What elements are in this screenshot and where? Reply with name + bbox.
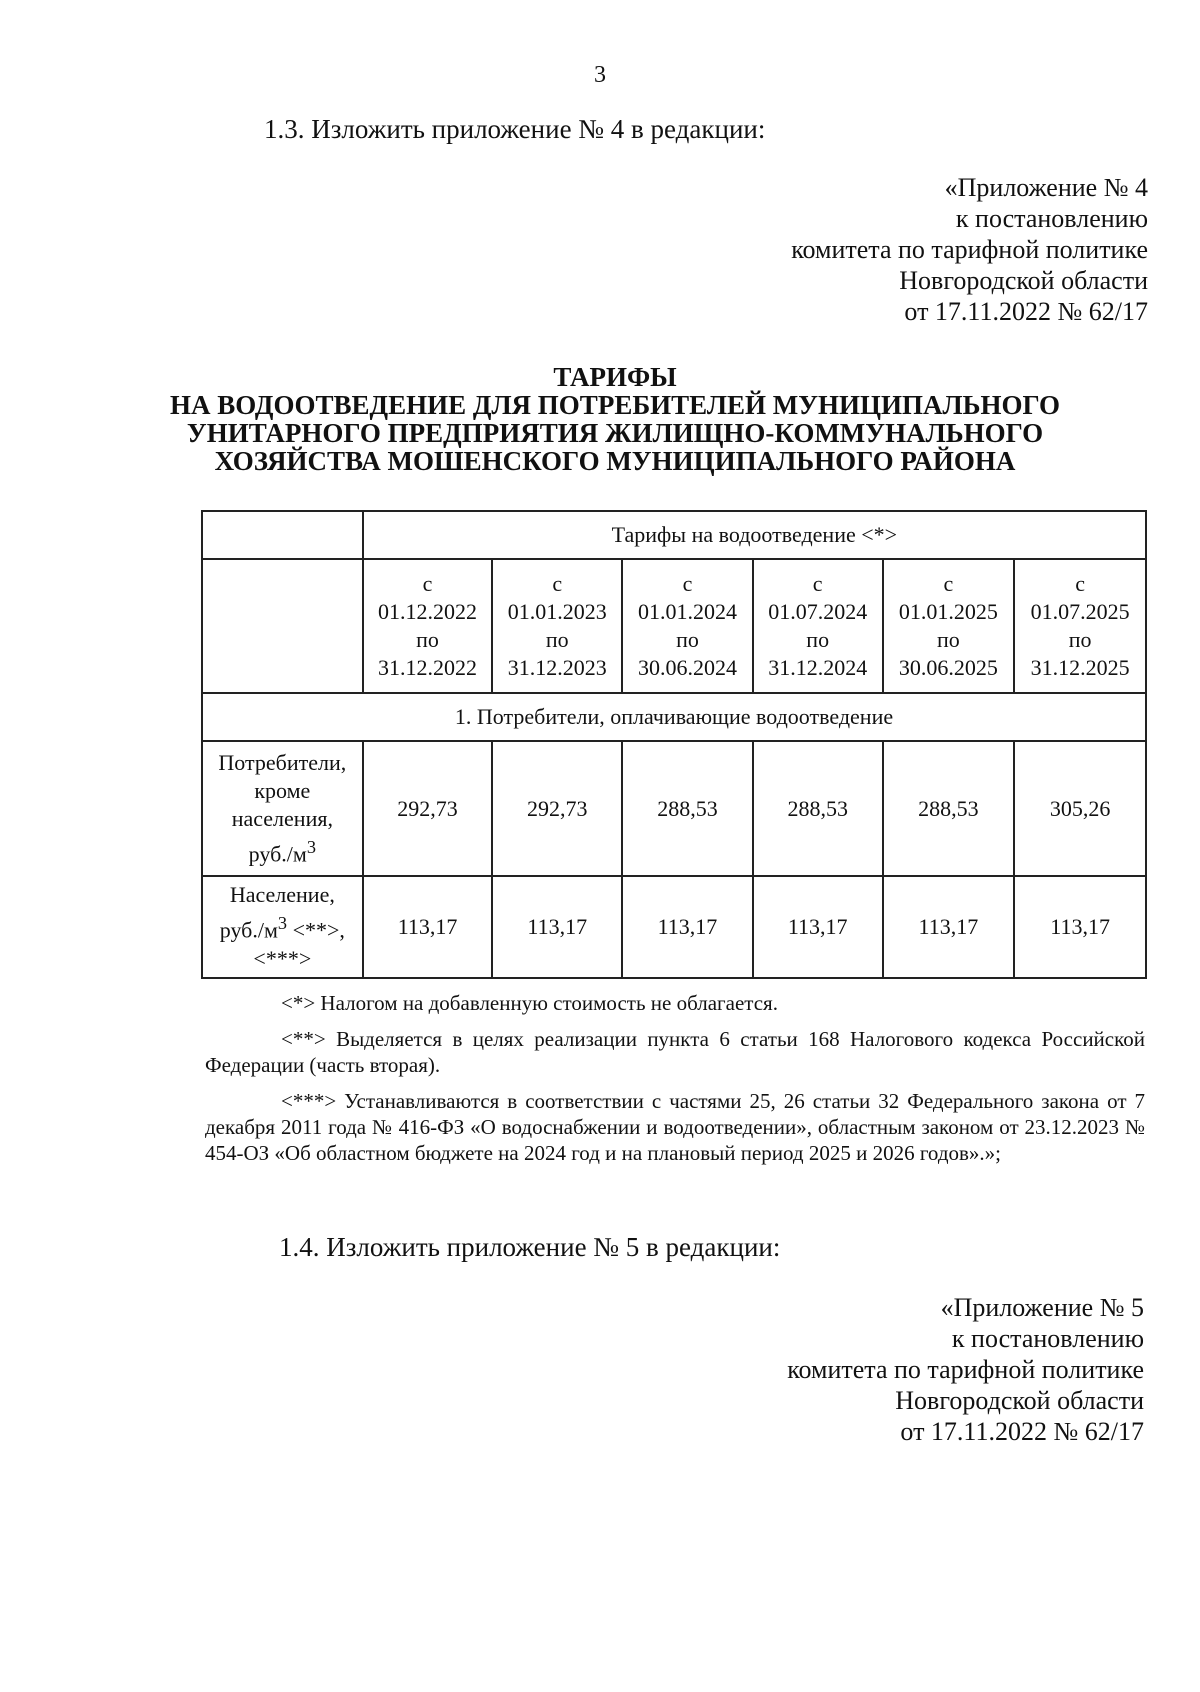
appendix-4-line4: Новгородской области [899,266,1148,295]
appendix-5-line1: «Приложение № 5 [940,1293,1144,1322]
tariff-value-cell: 113,17 [363,876,493,978]
tariff-value-cell: 305,26 [1014,741,1146,876]
appendix-5-line3: комитета по тарифной политике [787,1355,1144,1384]
row-label-non-residential: Потребители, кроме населения, $руб./м^3$ [202,741,363,876]
title-line3: УНИТАРНОГО ПРЕДПРИЯТИЯ ЖИЛИЩНО-КОММУНАЛЬНОГО [186,418,1044,448]
tariff-value-cell: 292,73 [492,741,622,876]
tariff-value-cell: 113,17 [883,876,1015,978]
tariff-value-cell: 288,53 [622,741,753,876]
tariff-value-cell: 288,53 [753,741,883,876]
appendix-5-header [544,1292,1144,1447]
page-number: 3 [594,62,606,88]
section-row: 1. Потребители, оплачивающие водоотведение [202,693,1146,741]
period-header: с 01.07.2025 по 31.12.2025 [1014,559,1146,693]
tariff-table [201,510,1147,979]
row-label-population: Население, $руб./м^3$ <**>, <***> [202,876,363,978]
table-header: Тарифы на водоотведение <*> [363,511,1146,559]
appendix-5-line2: к постановлению [951,1324,1144,1353]
item-1-3: 1.3. Изложить приложение № 4 в редакции: [264,114,766,144]
period-header: с 01.01.2024 по 30.06.2024 [622,559,753,693]
appendix-4-line5: от 17.11.2022 № 62/17 [904,297,1148,326]
title-line4: ХОЗЯЙСТВА МОШЕНСКОГО МУНИЦИПАЛЬНОГО РАЙОНА [214,446,1016,476]
tariff-value-cell: 113,17 [492,876,622,978]
period-header: с 01.12.2022 по 31.12.2022 [363,559,493,693]
appendix-4-line1: «Приложение № 4 [944,173,1148,202]
footnotes [205,990,1145,1176]
tariff-value-cell: 292,73 [363,741,493,876]
item-1-4: 1.4. Изложить приложение № 5 в редакции: [279,1232,781,1262]
appendix-4-line2: к постановлению [955,204,1148,233]
tariff-value-cell: 288,53 [883,741,1015,876]
title-line1: ТАРИФЫ [553,362,677,392]
appendix-4-line3: комитета по тарифной политике [791,235,1148,264]
period-header: с 01.01.2023 по 31.12.2023 [492,559,622,693]
period-header: с 01.07.2024 по 31.12.2024 [753,559,883,693]
appendix-5-line4: Новгородской области [895,1386,1144,1415]
footnote-3: <***> Устанавливаются в соответствии с частями 25, 26 статьи 32 Федерального закона от 7 декабря 2011 года № 416-ФЗ «О водоснабжении и водоотведении», областным законом от 23.12.2023 № 454-ОЗ «Об областном бюджете на 2024 год и на плановый период 2025 и 2026 годов».»; [205,1089,1145,1165]
tariff-value-cell: 113,17 [753,876,883,978]
title-line2: НА ВОДООТВЕДЕНИЕ ДЛЯ ПОТРЕБИТЕЛЕЙ МУНИЦИПАЛЬНОГО [170,390,1060,420]
appendix-5-line5: от 17.11.2022 № 62/17 [900,1417,1144,1446]
footnote-2: <**> Выделяется в целях реализации пункта 6 статьи 168 Налогового кодекса Российской Федерации (часть вторая). [205,1027,1145,1077]
table-corner-cell [202,511,363,559]
tariff-value-cell: 113,17 [1014,876,1146,978]
footnote-1: <*> Налогом на добавленную стоимость не облагается. [281,991,778,1015]
tariff-value-cell: 113,17 [622,876,753,978]
appendix-4-header [548,172,1148,327]
table-corner-cell [202,559,363,693]
document-title [150,363,1080,475]
period-header: с 01.01.2025 по 30.06.2025 [883,559,1015,693]
